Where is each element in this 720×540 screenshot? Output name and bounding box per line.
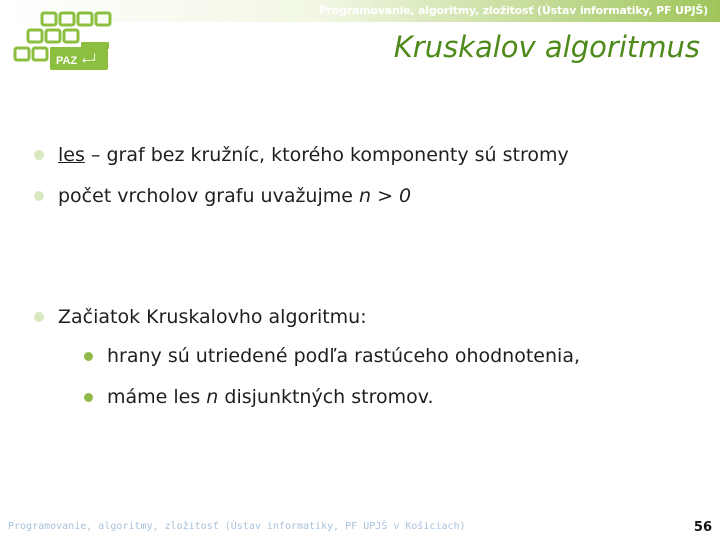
sub-bullet-dot <box>84 352 93 361</box>
bullet-term-les: les <box>58 144 85 166</box>
logo-key <box>96 13 110 25</box>
sub-bullet-text: disjunktných stromov. <box>218 386 434 408</box>
logo-key <box>46 30 60 42</box>
slide-title: Kruskalov algoritmus <box>393 30 700 64</box>
sub-bullet-text: máme les <box>107 386 207 408</box>
bullet-variable: n > 0 <box>359 185 412 207</box>
logo-key <box>33 48 47 60</box>
logo-key <box>64 30 78 42</box>
sub-bullet-variable: n <box>206 386 219 408</box>
bullet-dot <box>34 191 44 201</box>
logo-text: PAZ <box>56 55 78 67</box>
bullet-text: – graf bez kružníc, ktorého komponenty sú stromy <box>84 144 569 166</box>
logo-key <box>60 13 74 25</box>
sub-bullet-text: hrany sú utriedené podľa rastúceho ohodnotenia, <box>107 345 580 367</box>
footer-text: Programovanie, algoritmy, zložitosť (Ústav informatiky, PF UPJŠ v Košiciach) <box>8 521 466 532</box>
sub-bullet-item <box>84 386 434 408</box>
bullet-item <box>34 185 411 207</box>
bullet-item <box>34 306 367 328</box>
bullet-item <box>34 144 569 166</box>
sub-bullet-dot <box>84 393 93 402</box>
bullet-dot <box>34 150 44 160</box>
bullet-text: počet vrcholov grafu uvažujme <box>58 185 359 207</box>
header-course-line: Programovanie, algoritmy, zložitosť (Ústav informatiky, PF UPJŠ) <box>318 4 708 17</box>
bullet-dot <box>34 312 44 322</box>
logo-key <box>42 13 56 25</box>
paz-logo <box>12 10 112 74</box>
logo-key <box>15 48 29 60</box>
bullet-text: Začiatok Kruskalovho algoritmu: <box>58 306 367 328</box>
logo-enter-arrow: ←┘ <box>82 54 98 67</box>
logo-key <box>28 30 42 42</box>
sub-bullet-item <box>84 345 580 367</box>
page-number: 56 <box>693 520 712 535</box>
logo-key <box>78 13 92 25</box>
